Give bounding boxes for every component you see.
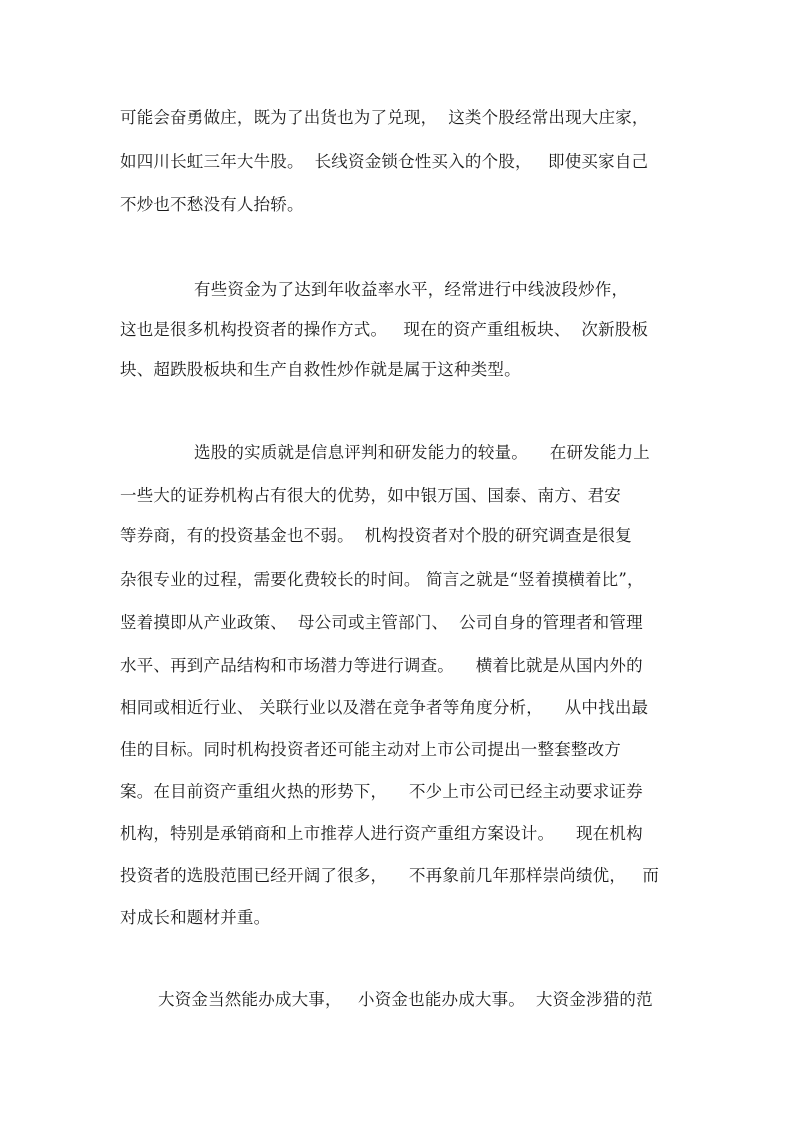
text-line: 不炒也不愁没有人抬轿。 <box>120 195 304 214</box>
text-line: 大资金当然能办成大事， 小资金也能办成大事。 大资金涉猎的范 <box>158 990 653 1009</box>
text-line: 投资者的选股范围已经开阔了很多， 不再象前几年那样崇尚绩优， 而 <box>120 866 660 885</box>
text-line: 一些大的证券机构占有很大的优势，如中银万国、国泰、南方、君安 <box>120 486 621 505</box>
text-line: 对成长和题材并重。 <box>120 908 271 927</box>
text-line: 块、超跌股板块和生产自救性炒作就是属于这种类型。 <box>120 360 521 379</box>
text-line: 竖着摸即从产业政策、 母公司或主管部门、 公司自身的管理者和管理 <box>120 613 643 632</box>
text-line: 等券商，有的投资基金也不弱。 机构投资者对个股的研究调查是很复 <box>120 526 632 545</box>
text-line: 可能会奋勇做庄，既为了出货也为了兑现， 这类个股经常出现大庄家， <box>120 108 649 127</box>
text-line: 水平、再到产品结构和市场潜力等进行调查。 横着比就是从国内外的 <box>120 656 643 675</box>
text-line: 佳的目标。同时机构投资者还可能主动对上市公司提出一整套整改方 <box>120 740 621 759</box>
text-line: 案。在目前资产重组火热的形势下， 不少上市公司已经主动要求证券 <box>120 782 643 801</box>
text-line: 如四川长虹三年大牛股。 长线资金锁仓性买入的个股， 即使买家自己 <box>120 152 649 171</box>
text-line: 选股的实质就是信息评判和研发能力的较量。 在研发能力上 <box>194 443 650 462</box>
text-line: 这也是很多机构投资者的操作方式。 现在的资产重组板块、 次新股板 <box>120 320 649 339</box>
text-line: 杂很专业的过程，需要化费较长的时间。 简言之就是“竖着摸横着比”， <box>120 570 644 589</box>
text-line: 机构，特别是承销商和上市推荐人进行资产重组方案设计。 现在机构 <box>120 824 643 843</box>
text-line: 有些资金为了达到年收益率水平，经常进行中线波段炒作， <box>194 280 629 299</box>
text-line: 相同或相近行业、 关联行业以及潜在竞争者等角度分析， 从中找出最 <box>120 698 649 717</box>
